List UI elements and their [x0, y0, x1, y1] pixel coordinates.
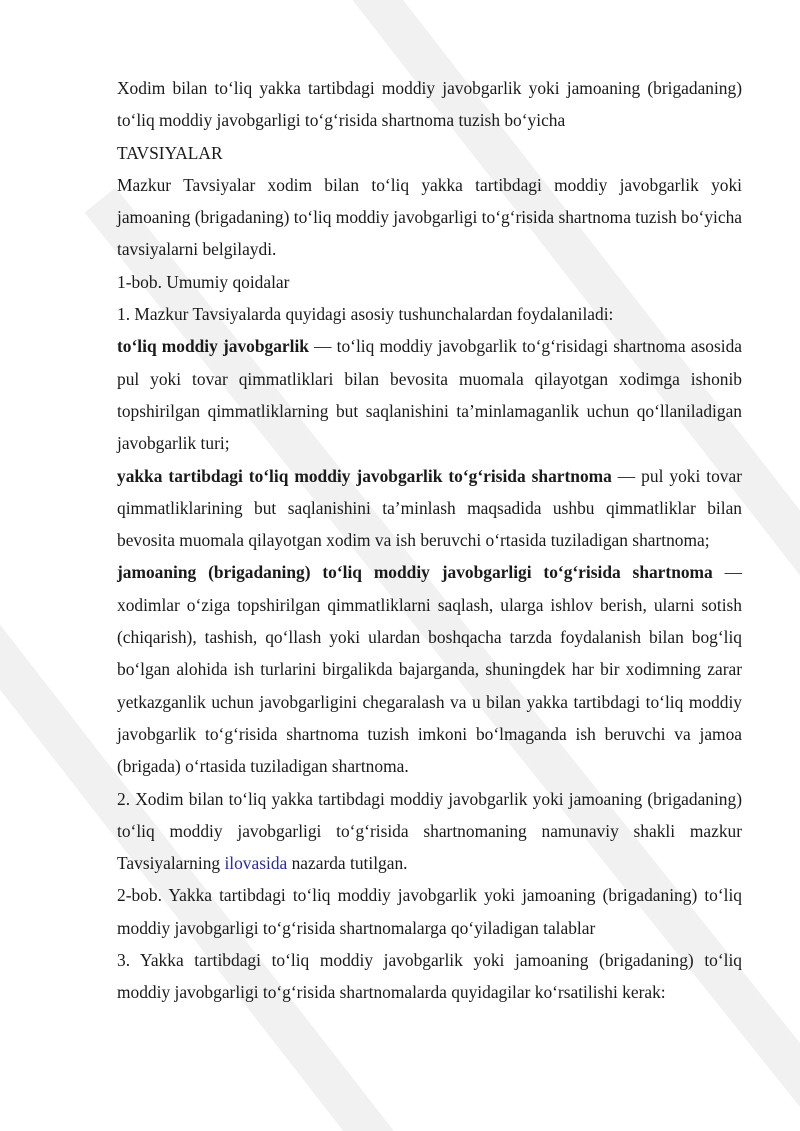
definition-3-term: jamoaning (brigadaning) to‘liq moddiy javobgarligi to‘g‘risida shartnoma	[117, 562, 713, 583]
chapter-1-title: 1-bob. Umumiy qoidalar	[117, 271, 290, 292]
definition-3	[117, 556, 742, 782]
definition-2-text: — pul yoki tovar qimmatliklarining but saqlanishini ta’minlash maqsadida ushbu qimmatliklar bilan bevosita muomala qilayotgan xodim va ish beruvchi o‘rtasida tuziladigan shartnoma;	[117, 465, 743, 551]
definition-1-text: — to‘liq moddiy javobgarlik to‘g‘risidagi shartnoma asosida pul yoki tovar qimmatliklari bilan bevosita muomala qilayotgan xodimga ishonib topshirilgan qimmatliklarning but saqlanishini ta’minlamaganlik uchun qo‘llaniladigan javobgarlik turi;	[117, 336, 742, 454]
heading-tavsiyalar: TAVSIYALAR	[117, 142, 223, 163]
item-2	[117, 783, 742, 880]
intro-title: Xodim bilan to‘liq yakka tartibdagi moddiy javobgarlik yoki jamoaning (brigadaning) to‘liq moddiy javobgarligi to‘g‘risida shartnoma tuzish bo‘yicha	[117, 78, 742, 131]
ilovasida-link[interactable]: ilovasida	[224, 853, 288, 874]
definition-3-text: — xodimlar o‘ziga topshirilgan qimmatliklarni saqlash, ularga ishlov berish, ularni sotish (chiqarish), tashish, qo‘llash yoki ulardan boshqacha tarzda foydalanish bilan bog‘liq bo‘lgan alohida ish turlarini birgalikda bajarganda, shuningdek har bir xodimning zarar yetkazganlik uchun javobgarligini chegaralash va u bilan yakka tartibdagi to‘liq moddiy javobgarlik to‘g‘risida shartnoma tuzish imkoni bo‘lmaganda ish beruvchi va jamoa (brigada) o‘rtasida tuziladigan shartnoma.	[117, 562, 742, 777]
chapter-2-title: 2-bob. Yakka tartibdagi to‘liq moddiy javobgarlik yoki jamoaning (brigadaning) to‘liq moddiy javobgarligi to‘g‘risida shartnomalarga qo‘yiladigan talablar	[117, 885, 742, 938]
item-3: 3. Yakka tartibdagi to‘liq moddiy javobgarlik yoki jamoaning (brigadaning) to‘liq moddiy javobgarligi to‘g‘risida shartnomalarda quyidagilar ko‘rsatilishi kerak:	[117, 950, 742, 1003]
definition-2	[117, 460, 742, 557]
intro-paragraph: Mazkur Tavsiyalar xodim bilan to‘liq yakka tartibdagi moddiy javobgarlik yoki jamoaning (brigadaning) to‘liq moddiy javobgarligi to‘g‘risida shartnoma tuzish bo‘yicha tavsiyalarni belgilaydi.	[117, 174, 742, 260]
item-2-tail: nazarda tutilgan.	[287, 853, 408, 874]
definition-1-term: to‘liq moddiy javobgarlik	[117, 336, 309, 357]
document-body	[117, 72, 742, 1009]
item-2-text: 2. Xodim bilan to‘liq yakka tartibdagi moddiy javobgarlik yoki jamoaning (brigadaning) to‘liq moddiy javobgarligi to‘g‘risida shartnomaning namunaviy shakli mazkur Tavsiyalarning	[117, 788, 742, 874]
item-1: 1. Mazkur Tavsiyalarda quyidagi asosiy tushunchalardan foydalaniladi:	[117, 304, 614, 325]
definition-2-term: yakka tartibdagi to‘liq moddiy javobgarlik to‘g‘risida shartnoma	[117, 465, 612, 486]
definition-1	[117, 330, 742, 459]
